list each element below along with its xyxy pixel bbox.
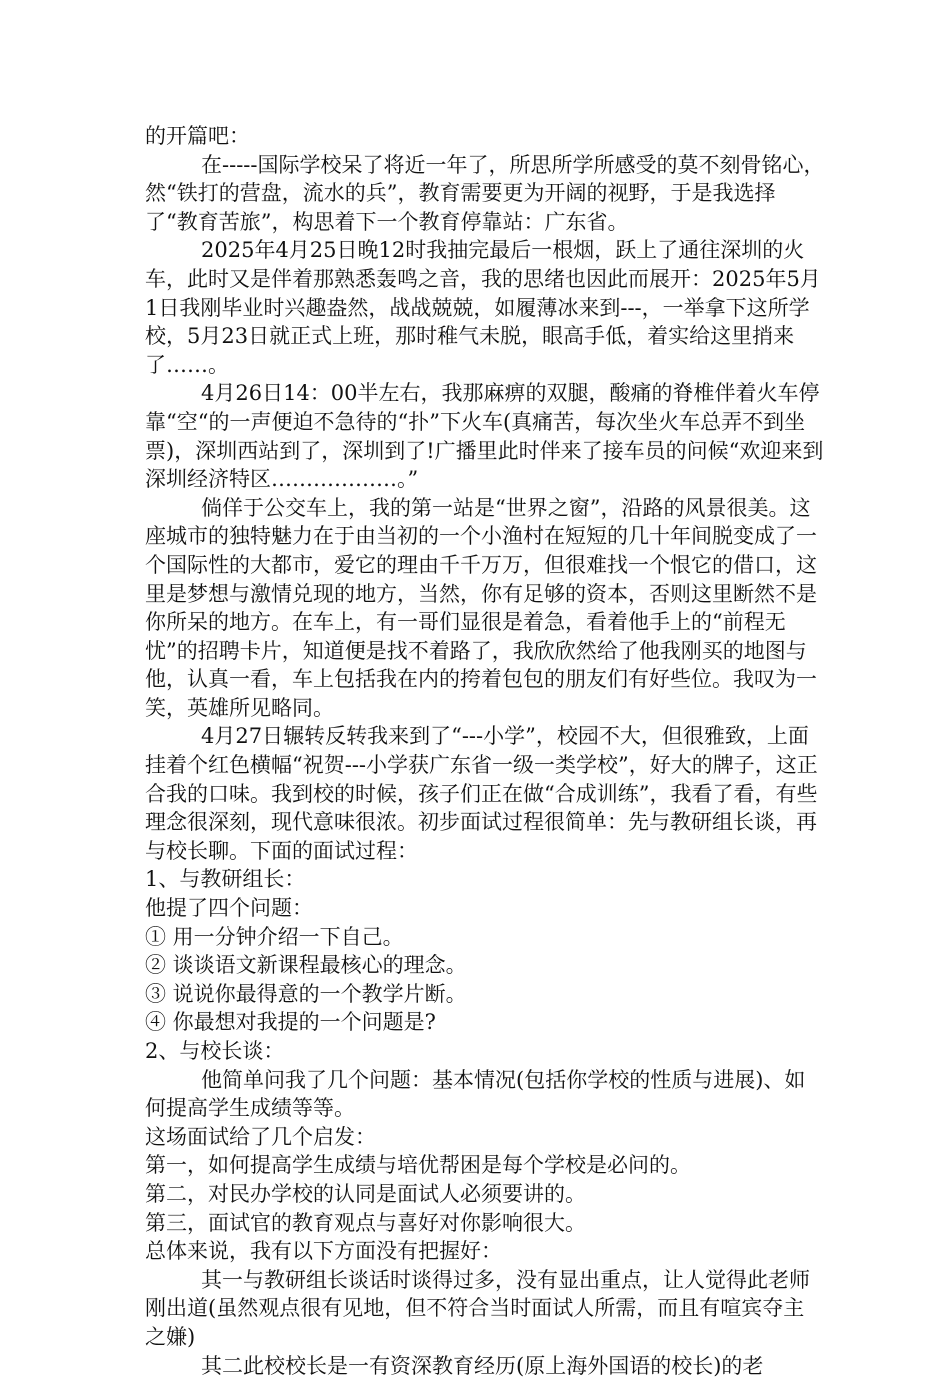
list-line: 2、与校长谈： [145,1039,285,1063]
paragraph: 在-----国际学校呆了将近一年了，所思所学所感受的莫不刻骨铭心，然“铁打的营盘，流水的兵”，教育需要更为开阔的视野，于是我选择了“教育苦旅”，构思着下一个教育停靠站：广东省。 [145,152,825,234]
document-body [145,122,825,1380]
paragraph: 2025年4月25日晚12时我抽完最后一根烟，跃上了通往深圳的火车，此时又是伴着那熟悉轰鸣之音，我的思绪也因此而展开：2025年5月1日我刚毕业时兴趣盎然，战战兢兢，如履薄冰来到---，一举拿下这所学校，5月23日就正式上班，那时稚气未脱，眼高手低，着实给这里捎来了……。 [145,238,821,377]
list-line: 他提了四个问题： [145,896,313,921]
list-line: 第一，如何提高学生成绩与培优帮困是每个学校是必问的。 [145,1153,691,1178]
list-line: 1、与教研组长： [145,867,306,892]
list-line: ③ 说说你最得意的一个教学片断。 [145,981,467,1006]
paragraph: 4月26日14：00半左右，我那麻痹的双腿，酸痛的脊椎伴着火车停靠“空“的一声便迫不急待的“扑”下火车(真痛苦，每次坐火车总弄不到坐票)，深圳西站到了，深圳到了!广播里此时伴来了接车员的问候“欢迎来到深圳经济特区………………。” [145,381,824,492]
list-line: 第二，对民办学校的认同是面试人必须要讲的。 [145,1181,586,1206]
list-line: 总体来说，我有以下方面没有把握好： [145,1239,502,1264]
list-line: ② 谈谈语文新课程最核心的理念。 [145,953,467,978]
list-line: ④ 你最想对我提的一个问题是? [145,1010,436,1035]
paragraph: 倘佯于公交车上，我的第一站是“世界之窗”，沿路的风景很美。这座城市的独特魅力在于由当初的一个小渔村在短短的几十年间脱变成了一个国际性的大都市，爱它的理由千千万万，但很难找一个恨它的借口，这里是梦想与激情兑现的地方，当然，你有足够的资本，否则这里断然不是你所呆的地方。在车上，有一哥们显很是着急，看着他手上的“前程无忧”的招聘卡片，知道便是找不着路了，我欣欣然给了他我刚买的地图与他，认真一看，车上包括我在内的挎着包包的朋友们有好些位。我叹为一笑，英雄所见略同。 [145,495,817,720]
paragraph: 的开篇吧： [145,124,250,148]
paragraph: 其二此校校长是一有资深教育经历(原上海外国语的校长)的老 [201,1353,764,1378]
list-line: ① 用一分钟介绍一下自己。 [145,924,404,949]
paragraph: 其一与教研组长谈话时谈得过多，没有显出重点，让人觉得此老师刚出道(虽然观点很有见地，但不符合当时面试人所需，而且有喧宾夺主之嫌) [145,1267,810,1349]
paragraph: 他简单问我了几个问题：基本情况(包括你学校的性质与进展)、如何提高学生成绩等等。 [145,1067,806,1121]
list-line: 第三，面试官的教育观点与喜好对你影响很大。 [145,1210,586,1235]
paragraph: 4月27日辗转反转我来到了“---小学”，校园不大，但很雅致，上面挂着个红色横幅“祝贺---小学获广东省一级一类学校”，好大的牌子，这正合我的口味。我到校的时候，孩子们正在做“合成训练”，我看了看，有些理念很深刻，现代意味很浓。初步面试过程很简单：先与教研组长谈，再与校长聊。下面的面试过程： [145,724,818,863]
list-line: 这场面试给了几个启发： [145,1124,376,1149]
